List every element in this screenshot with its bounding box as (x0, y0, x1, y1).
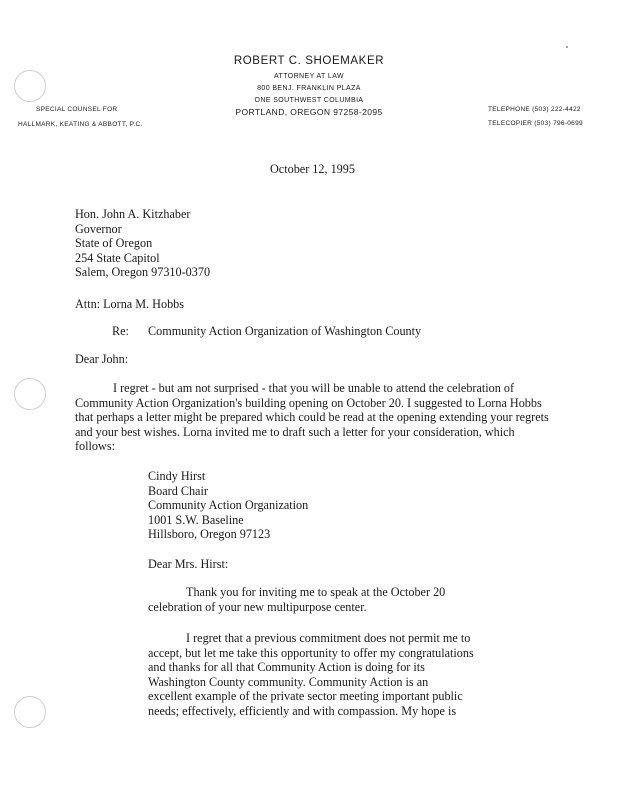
recipient-line: 254 State Capitol (75, 250, 160, 265)
paragraph-line: I regret that a previous commitment does not permit me to (186, 631, 471, 645)
salutation: Dear John: (75, 352, 129, 366)
draft-address-line: Board Chair (148, 483, 208, 498)
paragraph-line: Washington County community. Community Action is an (148, 674, 429, 689)
letter-date: October 12, 1995 (270, 162, 355, 176)
letterhead-name: ROBERT C. SHOEMAKER (233, 55, 385, 67)
draft-salutation: Dear Mrs. Hirst: (148, 557, 229, 571)
subject-label: Re: (112, 324, 129, 338)
paragraph-line: and thanks for all that Community Action is doing for its (148, 660, 425, 674)
recipient-address (75, 207, 210, 280)
paragraph-line: excellent example of the private sector meeting important public (148, 689, 463, 703)
paragraph-line: that perhaps a letter might be prepared which could be read at the opening extending your regrets (75, 410, 549, 424)
draft-paragraph (148, 631, 474, 718)
paragraph-line: follows: (75, 439, 115, 453)
scan-speck (566, 46, 568, 48)
paragraph-line: I regret - but am not surprised - that you will be unable to attend the celebration of (113, 381, 515, 395)
letterhead-firm-name: HALLMARK, KEATING & ABBOTT, P.C. (18, 121, 143, 128)
hole-punch-mark-bottom (14, 696, 46, 728)
paragraph-line: Thank you for inviting me to speak at the October 20 (186, 585, 446, 599)
letterhead-telephone: TELEPHONE (503) 222-4422 (488, 106, 581, 113)
recipient-line: Hon. John A. Kitzhaber (75, 207, 191, 221)
paragraph-line: needs; effectively, efficiently and with compassion. My hope is (148, 703, 457, 718)
attention-line: Attn: Lorna M. Hobbs (75, 297, 185, 311)
letterhead-city: PORTLAND, OREGON 97258-2095 (235, 107, 383, 117)
recipient-line: State of Oregon (75, 236, 153, 250)
letterhead-counsel-label: SPECIAL COUNSEL FOR (36, 106, 118, 113)
paragraph-line: celebration of your new multipurpose center. (148, 599, 367, 614)
recipient-line: Governor (75, 221, 122, 236)
paragraph-line: and your best wishes. Lorna invited me to draft such a letter for your consideration, which (75, 424, 515, 439)
draft-address-line: Community Action Organization (148, 498, 309, 512)
draft-address-line: Cindy Hirst (148, 469, 206, 483)
letterhead-telecopier: TELECOPIER (503) 796-0699 (488, 120, 583, 127)
paragraph-line: accept, but let me take this opportunity to offer my congratulations (148, 645, 474, 660)
subject-text: Community Action Organization of Washington County (148, 324, 422, 338)
letterhead-address-2: ONE SOUTHWEST COLUMBIA (254, 97, 364, 104)
draft-address-line: Hillsboro, Oregon 97123 (148, 527, 271, 541)
letterhead-address-1: 800 BENJ. FRANKLIN PLAZA (257, 85, 361, 92)
letterhead-title: ATTORNEY AT LAW (273, 73, 345, 80)
draft-paragraph (148, 585, 445, 614)
paragraph-line: Community Action Organization's building opening on October 20. I suggested to Lorna Hobbs (75, 395, 542, 410)
hole-punch-mark-middle (14, 378, 46, 410)
body-paragraph (75, 381, 549, 454)
draft-address (148, 469, 308, 542)
draft-address-line: 1001 S.W. Baseline (148, 512, 244, 527)
recipient-line: Salem, Oregon 97310-0370 (75, 265, 211, 279)
